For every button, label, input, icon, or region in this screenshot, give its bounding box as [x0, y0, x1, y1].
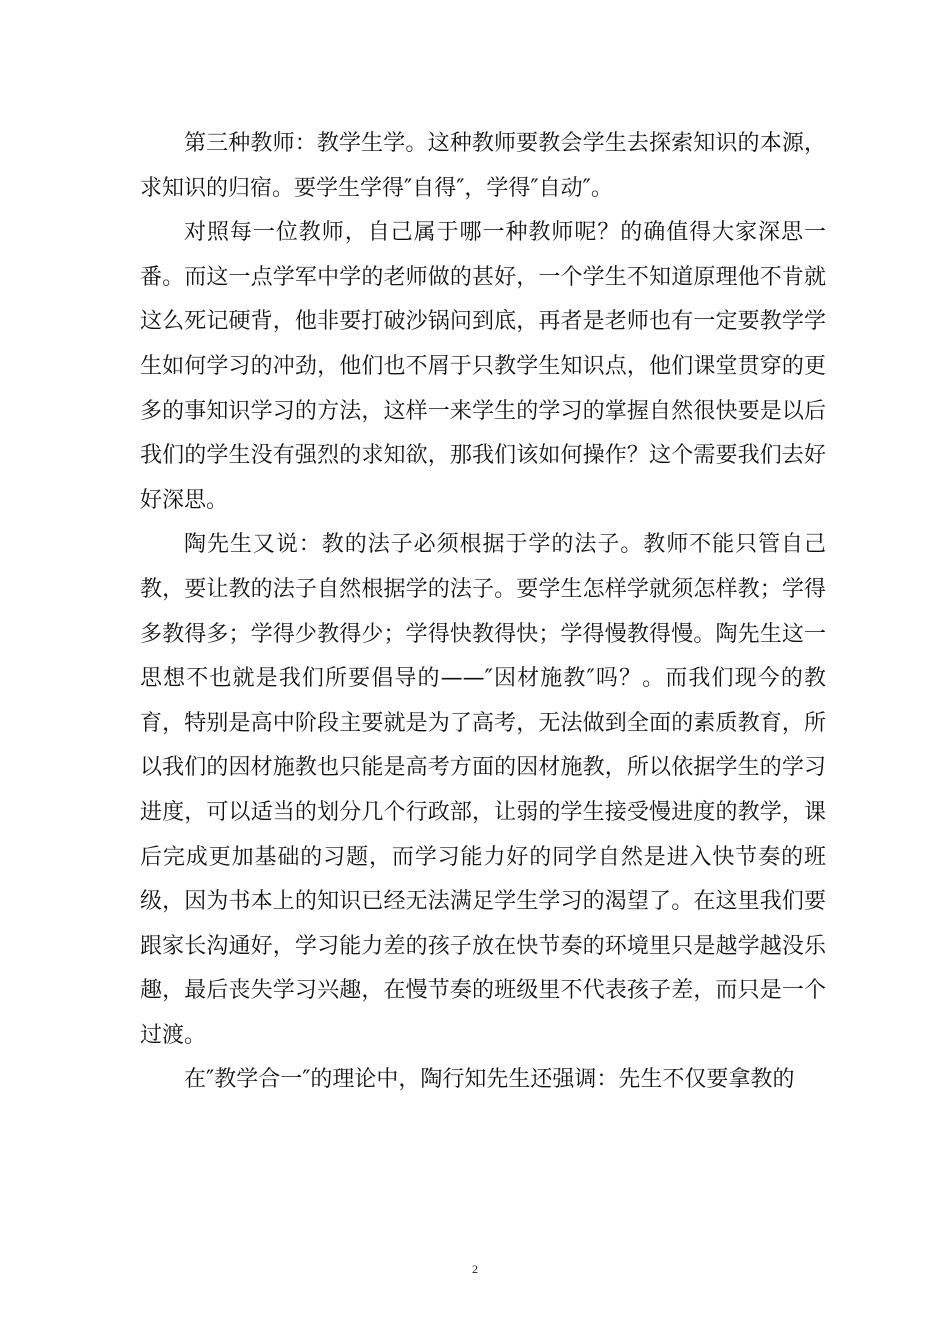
paragraph-unity-of-teaching: 在″教学合一″的理论中，陶行知先生还强调：先生不仅要拿教的 [184, 1067, 795, 1093]
paragraph-reflection: 对照每一位教师，自己属于哪一种教师呢？的确值得大家深思一番。而这一点学军中学的老师做的甚好，一个学生不知道原理他不肯就这么死记硬背，他非要打破沙锅问到底，再者是老师也有一定要教学学生如何学习的冲劲，他们也不屑于只教学生知识点，他们课堂贯穿的更多的事知识学习的方法，这样一来学生的学习的掌握自然很快要是以后我们的学生没有强烈的求知欲，那我们该如何操作？这个需要我们去好好深思。 [140, 220, 826, 513]
paragraph-third-teacher: 第三种教师：教学生学。这种教师要教会学生去探索知识的本源，求知识的归宿。要学生学得″自得″，学得″自动″。 [140, 131, 826, 201]
paragraph-teaching-method: 陶先生又说：教的法子必须根据于学的法子。教师不能只管自己教，要让教的法子自然根据学的法子。要学生怎样学就须怎样教；学得多教得多；学得少教得少；学得快教得快；学得慢教得慢。陶先生这一思想不也就是我们所要倡导的——″因材施教″吗？。而我们现今的教育，特别是高中阶段主要就是为了高考，无法做到全面的素质教育，所以我们的因材施教也只能是高考方面的因材施教，所以依据学生的学习进度，可以适当的划分几个行政部，让弱的学生接受慢进度的教学，课后完成更加基础的习题，而学习能力好的同学自然是进入快节奏的班级，因为书本上的知识已经无法满足学生学习的渴望了。在这里我们要跟家长沟通好，学习能力差的孩子放在快节奏的环境里只是越学越没乐趣，最后丧失学习兴趣，在慢节奏的班级里不代表孩子差，而只是一个过渡。 [140, 532, 826, 1048]
page-number: 2 [472, 1262, 478, 1276]
document-body [140, 122, 826, 1103]
